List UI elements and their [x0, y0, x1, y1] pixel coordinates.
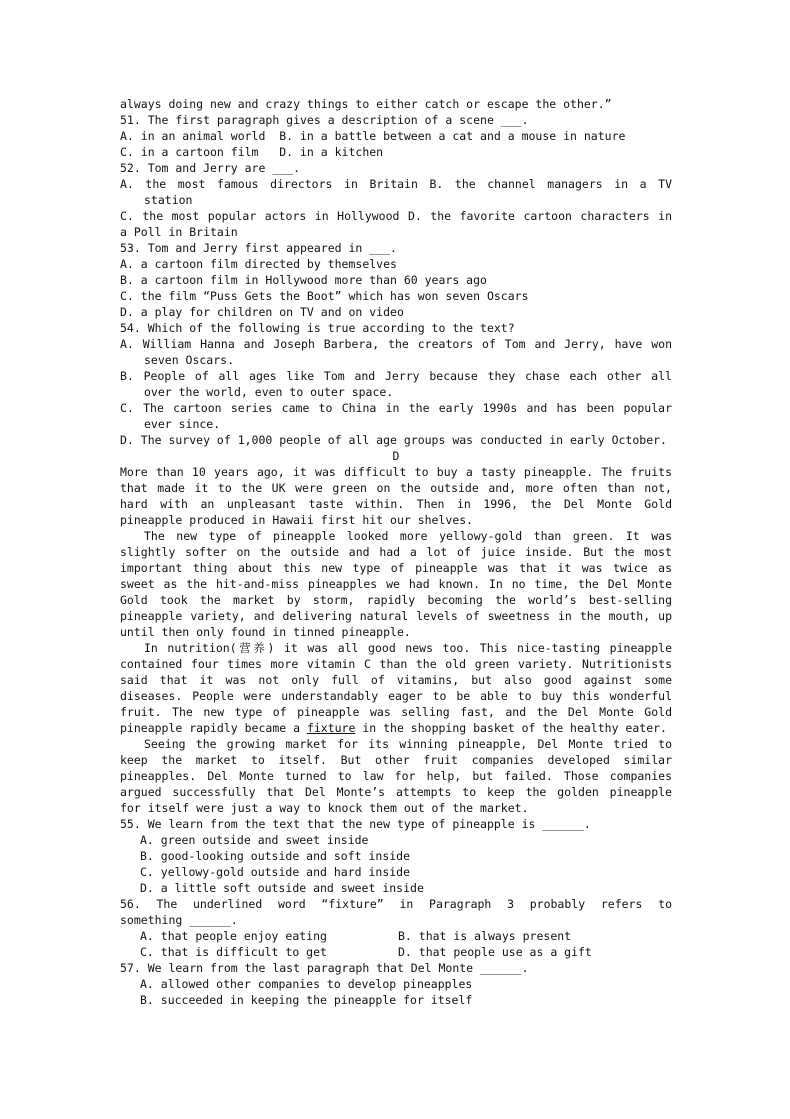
paragraph-line: that made it to the UK were green on the outside and, more often than not, [120, 481, 672, 495]
question-51: 51. The first paragraph gives a description of a scene ___. [120, 113, 529, 127]
option-line: ever since. [144, 417, 221, 431]
question-55: 55. We learn from the text that the new type of pineapple is ______. [120, 817, 591, 831]
option-line: A. allowed other companies to develop pineapples [140, 977, 473, 991]
paragraph-line: fruit. The new type of pineapple was selling fast, and the Del Monte Gold [120, 705, 672, 719]
option-line: C. The cartoon series came to China in the early 1990s and has been popular [120, 401, 672, 415]
text-run: pineapple rapidly became a [120, 721, 307, 735]
paragraph-line: important thing about this new type of pineapple was that it was twice as [120, 561, 672, 575]
option-line: C. yellowy-gold outside and hard inside [140, 865, 411, 879]
option-c: C. that is difficult to get [140, 945, 327, 959]
option-row [120, 928, 672, 944]
paragraph-line: contained four times more vitamin C than the old green variety. Nutritionists [120, 657, 672, 671]
paragraph-line: keep the market to itself. But other fruit companies developed similar [120, 753, 672, 767]
option-line: over the world, even to outer space. [144, 385, 394, 399]
question-53: 53. Tom and Jerry first appeared in ___. [120, 241, 397, 255]
question-54: 54. Which of the following is true according to the text? [120, 321, 515, 335]
paragraph-line: said that it was not only full of vitamins, but also good against some [120, 673, 672, 687]
document-page [120, 96, 672, 1008]
option-line: B. succeeded in keeping the pineapple for itself [140, 993, 473, 1007]
paragraph-line: Gold took the market by storm, rapidly becoming the world’s best-selling [120, 593, 672, 607]
option-line: B. a cartoon film in Hollywood more than 60 years ago [120, 273, 487, 287]
paragraph-line: The new type of pineapple looked more yellowy-gold than green. It was [144, 529, 672, 543]
paragraph-line: argued successfully that Del Monte’s attempts to keep the golden pineapple [120, 785, 672, 799]
question-56: 56. The underlined word “fixture” in Paragraph 3 probably refers to [120, 897, 672, 911]
paragraph-line [120, 720, 672, 736]
paragraph-line: Seeing the growing market for its winning pineapple, Del Monte tried to [144, 737, 672, 751]
option-line: A. William Hanna and Joseph Barbera, the creators of Tom and Jerry, have won [120, 337, 672, 351]
paragraph-line: slightly softer on the outside and had a lot of juice inside. But the most [120, 545, 672, 559]
option-line: A. in an animal world B. in a battle between a cat and a mouse in nature [120, 129, 626, 143]
paragraph-line: for itself were just a way to knock them out of the market. [120, 801, 529, 815]
option-line: station [144, 193, 193, 207]
option-line: A. a cartoon film directed by themselves [120, 257, 397, 271]
question-56-cont: something ______. [120, 913, 238, 927]
option-line: D. a play for children on TV and on video [120, 305, 404, 319]
paragraph-line: pineapples. Del Monte turned to law for help, but failed. Those companies [120, 769, 672, 783]
question-52: 52. Tom and Jerry are ___. [120, 161, 301, 175]
option-b: B. that is always present [398, 929, 572, 943]
option-line: A. the most famous directors in Britain B. the channel managers in a TV [120, 177, 672, 191]
underlined-word: fixture [306, 721, 356, 735]
option-line: A. green outside and sweet inside [140, 833, 369, 847]
option-line: B. People of all ages like Tom and Jerry because they chase each other all [120, 369, 672, 383]
text-run: in the shopping basket of the healthy eater. [355, 721, 667, 735]
option-line: C. the film “Puss Gets the Boot” which has won seven Oscars [120, 289, 529, 303]
option-line: C. the most popular actors in Hollywood D. the favorite cartoon characters in [120, 209, 672, 223]
paragraph-line: until then only found in tinned pineapple. [120, 625, 411, 639]
paragraph-line: In nutrition(营养) it was all good news too. This nice-tasting pineapple [144, 641, 672, 655]
question-57: 57. We learn from the last paragraph that Del Monte ______. [120, 961, 529, 975]
option-line: D. The survey of 1,000 people of all age groups was conducted in early October. [120, 433, 667, 447]
paragraph-line: hard with an unpleasant taste within. Then in 1996, the Del Monte Gold [120, 497, 672, 511]
option-line: D. a little soft outside and sweet inside [140, 881, 424, 895]
option-line: B. good-looking outside and soft inside [140, 849, 411, 863]
option-line: a Poll in Britain [120, 225, 238, 239]
option-line: C. in a cartoon film D. in a kitchen [120, 145, 384, 159]
paragraph-line: diseases. People were understandably eager to be able to buy this wonderful [120, 689, 672, 703]
option-line: seven Oscars. [144, 353, 235, 367]
text-line: always doing new and crazy things to either catch or escape the other.” [120, 97, 612, 111]
option-a: A. that people enjoy eating [140, 929, 327, 943]
paragraph-line: sweet as the hit-and-miss pineapples we had known. In no time, the Del Monte [120, 577, 672, 591]
option-d: D. that people use as a gift [398, 945, 592, 959]
option-row [120, 944, 672, 960]
paragraph-line: pineapple produced in Hawaii first hit our shelves. [120, 513, 474, 527]
section-heading: D [392, 449, 400, 463]
paragraph-line: pineapple variety, and delivering natural levels of sweetness in the mouth, up [120, 609, 672, 623]
paragraph-line: More than 10 years ago, it was difficult to buy a tasty pineapple. The fruits [120, 465, 672, 479]
